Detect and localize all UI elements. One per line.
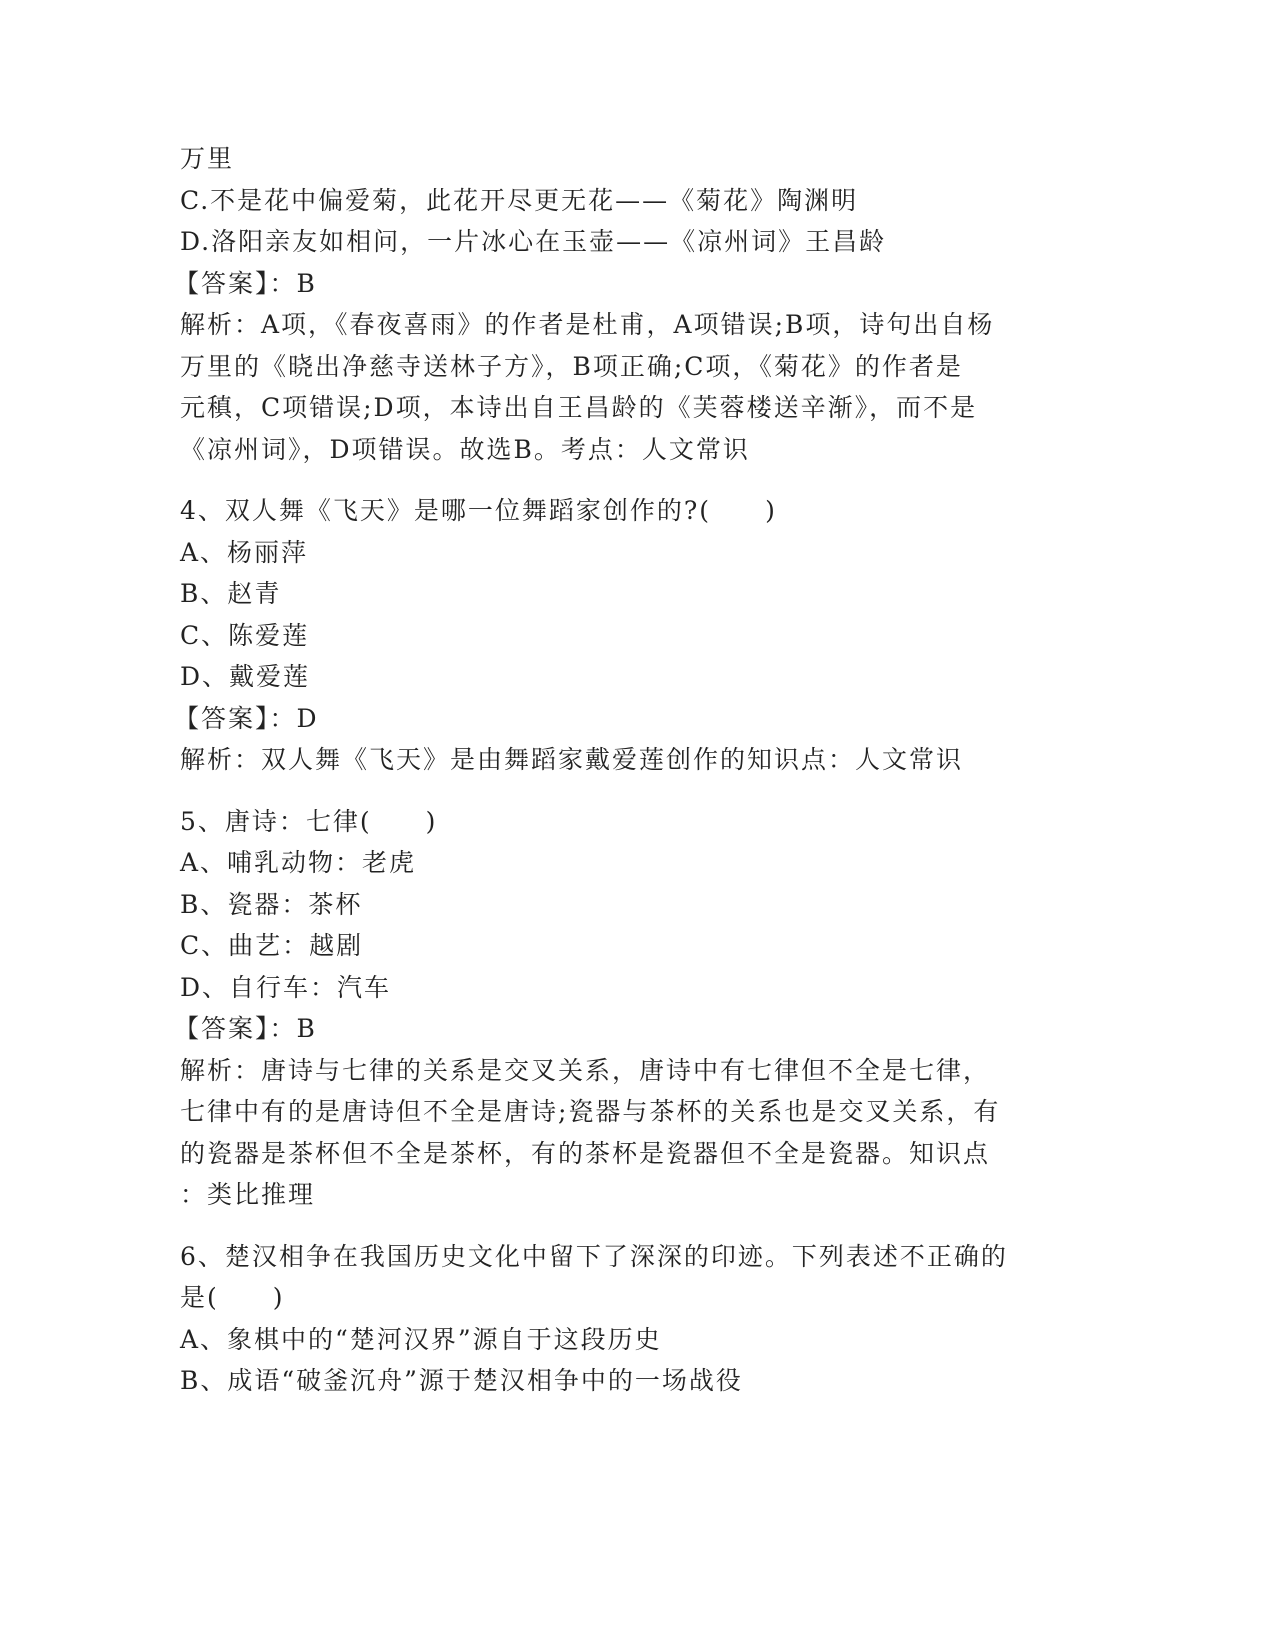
section-gap <box>180 781 1060 801</box>
q5-analysis-line: ：类比推理 <box>180 1180 316 1209</box>
q4-answer: 【答案】：D <box>174 703 319 733</box>
q4-option-a: A、杨丽萍 <box>180 537 309 567</box>
q3-analysis-line: 《凉州词》，D项错误。故选B。考点：人文常识 <box>180 434 750 464</box>
q3-answer: 【答案】：B <box>174 268 317 298</box>
q5-analysis-line: 解析：唐诗与七律的关系是交叉关系，唐诗中有七律但不全是七律， <box>180 1055 991 1085</box>
q6-option-a: A、象棋中的“楚河汉界”源自于这段历史 <box>180 1324 662 1354</box>
document-page <box>174 138 1060 1402</box>
q4-analysis-line: 解析：双人舞《飞天》是由舞蹈家戴爱莲创作的知识点：人文常识 <box>180 745 964 774</box>
section-gap <box>180 1216 1060 1236</box>
section-gap <box>180 470 1060 490</box>
q5-analysis-line: 七律中有的是唐诗但不全是唐诗;瓷器与茶杯的关系也是交叉关系，有 <box>180 1097 1001 1126</box>
q5-option-a: A、哺乳动物：老虎 <box>180 848 417 877</box>
q3-option-d: D.洛阳亲友如相问，一片冰心在玉壶——《凉州词》王昌龄 <box>180 227 887 256</box>
q5-option-b: B、瓷器：茶杯 <box>180 889 363 919</box>
q6-option-b: B、成语“破釜沉舟”源于楚汉相争中的一场战役 <box>180 1366 743 1395</box>
q5-question: 5、唐诗：七律( ) <box>180 806 438 836</box>
q4-option-d: D、戴爱莲 <box>180 662 311 691</box>
q3-analysis-line: 万里的《晓出净慈寺送林子方》，B项正确;C项，《菊花》的作者是 <box>180 351 963 381</box>
q5-option-c: C、曲艺：越剧 <box>180 931 364 960</box>
q3-analysis-line: 元稹，C项错误;D项，本诗出自王昌龄的《芙蓉楼送辛渐》，而不是 <box>180 393 978 422</box>
q4-option-b: B、赵青 <box>180 579 282 608</box>
q6-question-line: 6、楚汉相争在我国历史文化中留下了深深的印迹。下列表述不正确的 <box>180 1241 1008 1271</box>
q5-option-d: D、自行车：汽车 <box>180 972 392 1002</box>
q6-question-line: 是( ) <box>180 1283 285 1312</box>
q3-option-b-tail: 万里 <box>180 144 235 173</box>
q4-question: 4、双人舞《飞天》是哪一位舞蹈家创作的?( ) <box>180 496 777 525</box>
q5-analysis-line: 的瓷器是茶杯但不全是茶杯，有的茶杯是瓷器但不全是瓷器。知识点 <box>180 1138 991 1168</box>
q3-option-c: C.不是花中偏爱菊，此花开尽更无花——《菊花》陶渊明 <box>180 185 859 215</box>
q5-answer: 【答案】：B <box>174 1014 317 1043</box>
q4-option-c: C、陈爱莲 <box>180 620 310 650</box>
q3-analysis-line: 解析：A项，《春夜喜雨》的作者是杜甫，A项错误;B项，诗句出自杨 <box>180 310 995 339</box>
